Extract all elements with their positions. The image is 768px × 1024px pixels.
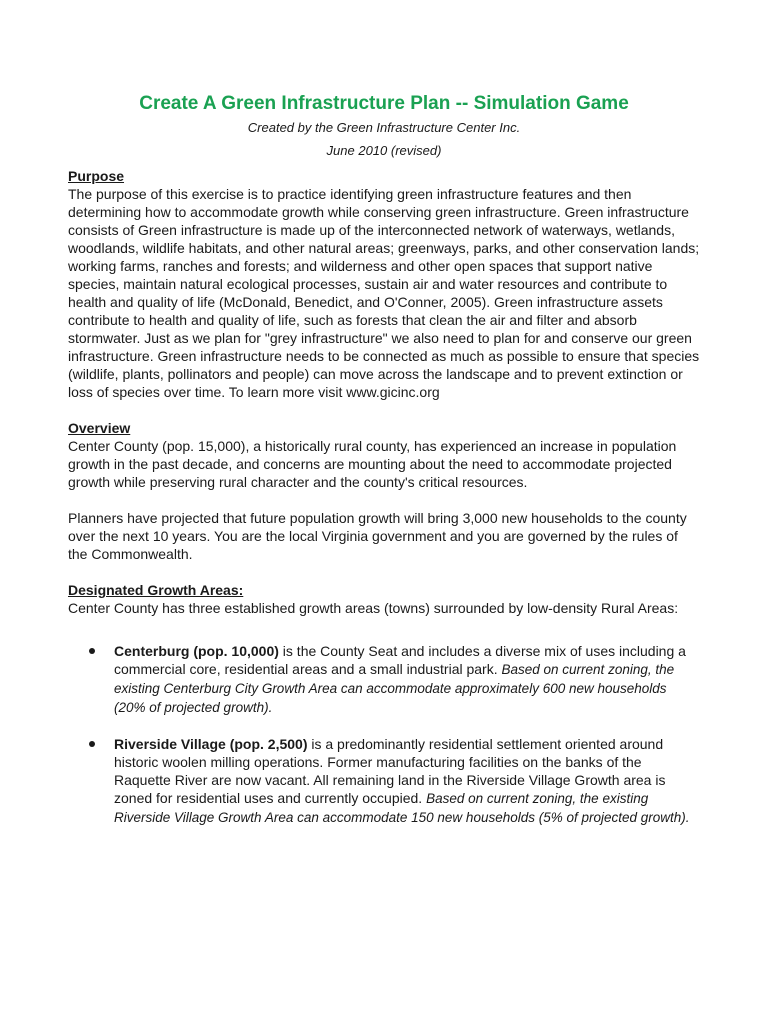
growth-areas-intro: Center County has three established growth areas (towns) surrounded by low-density Rural Areas: (68, 600, 679, 616)
overview-heading: Overview (68, 420, 131, 436)
document-subtitle: Created by the Green Infrastructure Center Inc. (247, 120, 521, 135)
bullet-icon (89, 741, 95, 747)
purpose-heading: Purpose (68, 168, 125, 184)
bullet-icon (89, 648, 95, 654)
purpose-body: The purpose of this exercise is to practice identifying green infrastructure features and then determining how to accommodate growth while conserving green infrastructure. Green infrastructure consists of Green infrastructure is made up of the interconnected network of waterways, wetlands, woodlands, wildlife habitats, and other natural areas; greenways, parks, and other conservation lands; working farms, ranches and forests; and wilderness and other open spaces that support native species, maintain natural ecological processes, sustain air and water resources and contribute to health and quality of life (McDonald, Benedict, and O'Conner, 2005). Green infrastructure assets contribute to health and quality of life, such as forests that clean the air and filter and absorb stormwater. Just as we plan for "grey infrastructure" we also need to plan for and conserve our green infrastructure. Green infrastructure needs to be connected as much as possible to ensure that species (wildlife, plants, pollinators and people) can move across the landscape and to prevent extinction or loss of species over time. To learn more visit www.gicinc.org (68, 186, 700, 400)
document-page (68, 92, 700, 827)
purpose-section (68, 167, 700, 401)
growth-area-name: Centerburg (pop. 10,000) (114, 643, 279, 659)
growth-area-description: is the County Seat and includes a diverse mix of uses including a commercial core, residential areas and a small industrial park. (114, 643, 686, 677)
growth-area-note: Based on current zoning, the existing Centerburg City Growth Area can accommodate approximately 600 new households (20% of projected growth). (114, 662, 675, 715)
overview-paragraph-2: Planners have projected that future population growth will bring 3,000 new households to the county over the next 10 years. You are the local Virginia government and you are governed by the rules of the Commonwealth. (68, 510, 687, 562)
growth-area-description: is a predominantly residential settlement oriented around historic woolen milling operations. Former manufacturing facilities on the banks of the Raquette River are now vacant. All remaining land in the Riverside Village Growth area is zoned for residential uses and currently occupied. (114, 736, 666, 806)
overview-paragraph-1: Center County (pop. 15,000), a historically rural county, has experienced an increase in population growth in the past decade, and concerns are mounting about the need to accommodate projected growth while preserving rural character and the county's critical resources. (68, 438, 677, 490)
overview-section (68, 419, 700, 563)
growth-areas-list (68, 642, 700, 827)
growth-areas-heading: Designated Growth Areas: (68, 582, 244, 598)
document-date: June 2010 (revised) (326, 143, 442, 158)
document-title: Create A Green Infrastructure Plan -- Simulation Game (139, 93, 629, 114)
list-item (68, 735, 700, 827)
list-item (68, 642, 700, 717)
growth-area-name: Riverside Village (pop. 2,500) (114, 736, 308, 752)
growth-area-note: Based on current zoning, the existing Riverside Village Growth Area can accommodate 150 new households (5% of projected growth). (114, 791, 690, 825)
growth-areas-section (68, 581, 700, 827)
